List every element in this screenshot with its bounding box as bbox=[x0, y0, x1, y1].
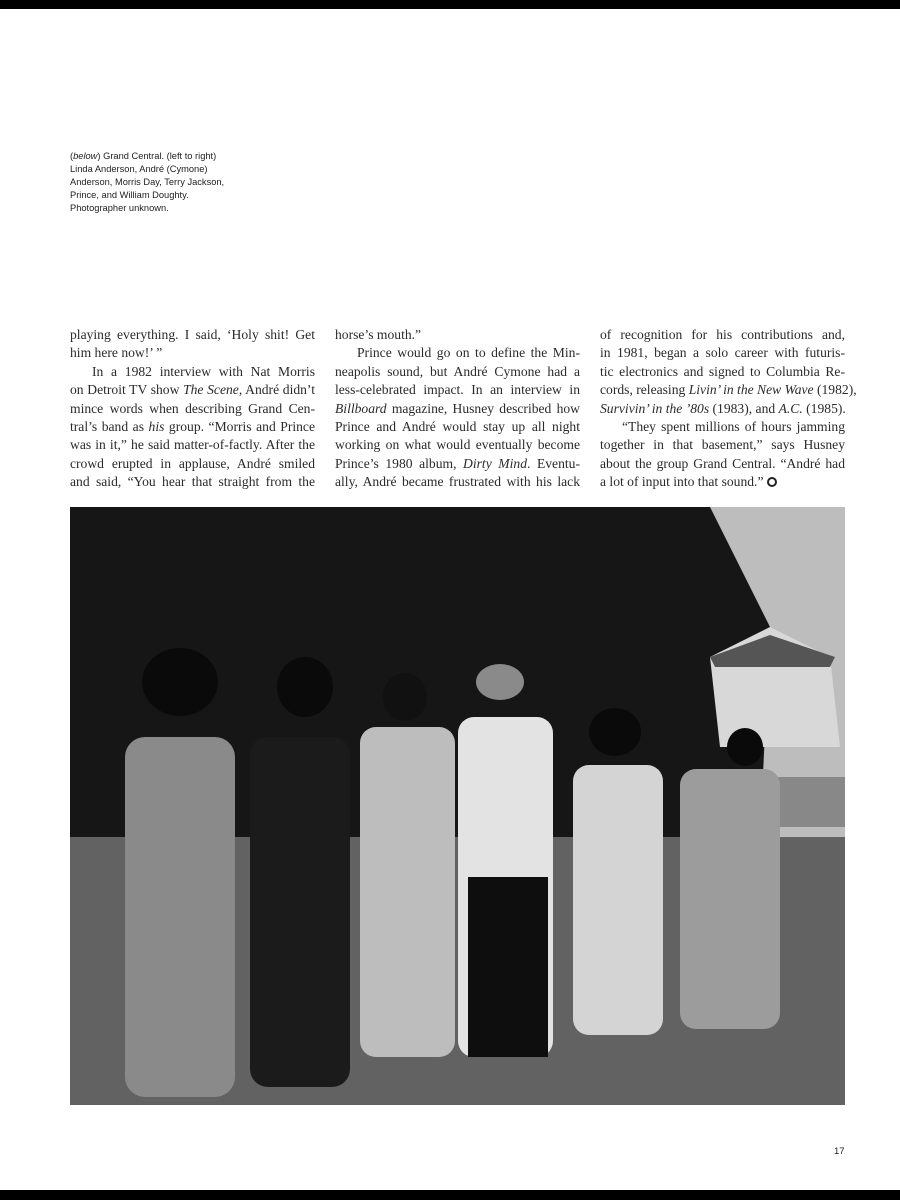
text-run: horse’s mouth.” bbox=[335, 327, 422, 342]
text-line bbox=[600, 473, 845, 491]
text-line bbox=[335, 436, 580, 454]
text-run: Photographer unknown. bbox=[70, 203, 169, 213]
text-run: Linda Anderson, André (Cymone) bbox=[70, 164, 208, 174]
italic-text: Dirty Mind bbox=[463, 455, 527, 471]
italic-text: below bbox=[73, 151, 98, 161]
caption-line bbox=[70, 202, 290, 215]
text-line bbox=[70, 344, 315, 362]
text-line bbox=[70, 473, 315, 491]
text-line bbox=[335, 473, 580, 491]
text-run: Prince and André would stay up all night bbox=[335, 418, 580, 434]
caption-line bbox=[70, 189, 290, 202]
text-run: tral’s band as bbox=[70, 418, 149, 434]
text-line bbox=[335, 326, 580, 344]
text-line bbox=[600, 455, 845, 473]
italic-text: Survivin’ in the ’80s bbox=[600, 400, 710, 416]
end-mark-icon bbox=[767, 477, 777, 487]
text-run: In a 1982 interview with Nat Morris bbox=[92, 363, 315, 379]
italic-text: A.C. bbox=[778, 400, 803, 416]
italic-text: Billboard bbox=[335, 400, 387, 416]
text-line bbox=[335, 400, 580, 418]
text-run: Prince would go on to define the Min- bbox=[357, 345, 580, 361]
page-number: 17 bbox=[834, 1146, 845, 1157]
text-run: ) Grand Central. (left to right) bbox=[97, 151, 217, 161]
text-run: on Detroit TV show bbox=[70, 382, 184, 398]
text-line bbox=[600, 381, 857, 399]
text-line bbox=[70, 436, 315, 454]
text-run: cords, releasing bbox=[600, 382, 689, 398]
text-run: him here now!’ ” bbox=[70, 345, 163, 361]
text-line bbox=[600, 418, 845, 436]
text-line bbox=[70, 363, 315, 381]
italic-text: his bbox=[148, 418, 165, 434]
text-line bbox=[600, 436, 845, 454]
italic-text: Livin’ in the New Wave bbox=[688, 382, 814, 398]
text-column-2 bbox=[335, 326, 580, 492]
text-run: crowd erupted in applause, André smiled bbox=[70, 455, 315, 471]
text-run: . Eventu- bbox=[527, 455, 580, 471]
text-line bbox=[600, 344, 845, 362]
text-run: of recognition for his contributions and, bbox=[600, 327, 845, 342]
text-run: ally, André became frustrated with his lack bbox=[335, 474, 580, 490]
text-run: about the group Grand Central. “André had bbox=[600, 455, 845, 471]
text-column-1 bbox=[70, 326, 315, 492]
photo-illustration bbox=[70, 507, 845, 1105]
text-run: (1983), and bbox=[709, 400, 779, 416]
text-run: (1985). bbox=[802, 400, 846, 416]
text-run: and said, “You hear that straight from the bbox=[70, 474, 315, 490]
text-line bbox=[70, 455, 315, 473]
text-line bbox=[600, 326, 845, 344]
text-line bbox=[335, 381, 580, 399]
text-run: , André didn’t bbox=[238, 382, 315, 398]
text-run: neapolis sound, but André Cymone had a bbox=[335, 363, 580, 379]
text-run: less-celebrated impact. In an interview in bbox=[335, 382, 580, 398]
text-line bbox=[335, 344, 580, 362]
italic-text: The Scene bbox=[183, 382, 239, 398]
text-run: Prince, and William Doughty. bbox=[70, 190, 189, 200]
text-line bbox=[70, 326, 315, 344]
photo-caption bbox=[70, 150, 290, 215]
text-run: mince words when describing Grand Cen- bbox=[70, 400, 315, 416]
text-run: a lot of input into that sound.” bbox=[600, 474, 764, 490]
text-run: together in that basement,” says Husney bbox=[600, 437, 845, 453]
caption-line bbox=[70, 176, 290, 189]
text-run: (1982), bbox=[813, 382, 857, 398]
text-line bbox=[600, 363, 845, 381]
text-run: was in it,” he said matter-of-factly. After the bbox=[70, 437, 315, 453]
caption-line bbox=[70, 150, 290, 163]
text-line bbox=[335, 455, 580, 473]
top-border bbox=[0, 0, 900, 9]
text-run: tic electronics and signed to Columbia Re- bbox=[600, 363, 845, 379]
text-run: Anderson, Morris Day, Terry Jackson, bbox=[70, 177, 225, 187]
text-run: “They spent millions of hours jamming bbox=[622, 418, 845, 434]
text-run: working on what would eventually become bbox=[335, 437, 580, 453]
text-run: group. “Morris and Prince bbox=[164, 418, 315, 434]
text-column-3 bbox=[600, 326, 857, 492]
text-run: magazine, Husney described how bbox=[386, 400, 580, 416]
caption-line bbox=[70, 163, 290, 176]
text-line bbox=[335, 418, 580, 436]
text-line bbox=[600, 400, 845, 418]
text-line bbox=[70, 381, 315, 399]
text-run: Prince’s 1980 album, bbox=[335, 455, 464, 471]
text-run: playing everything. I said, ‘Holy shit! Get bbox=[70, 327, 315, 342]
band-photo bbox=[70, 507, 845, 1105]
text-run: ( bbox=[70, 151, 74, 161]
text-line bbox=[70, 400, 315, 418]
text-line bbox=[335, 363, 580, 381]
text-line bbox=[70, 418, 315, 436]
bottom-border bbox=[0, 1190, 900, 1200]
text-run: in 1981, began a solo career with futuris- bbox=[600, 345, 845, 361]
